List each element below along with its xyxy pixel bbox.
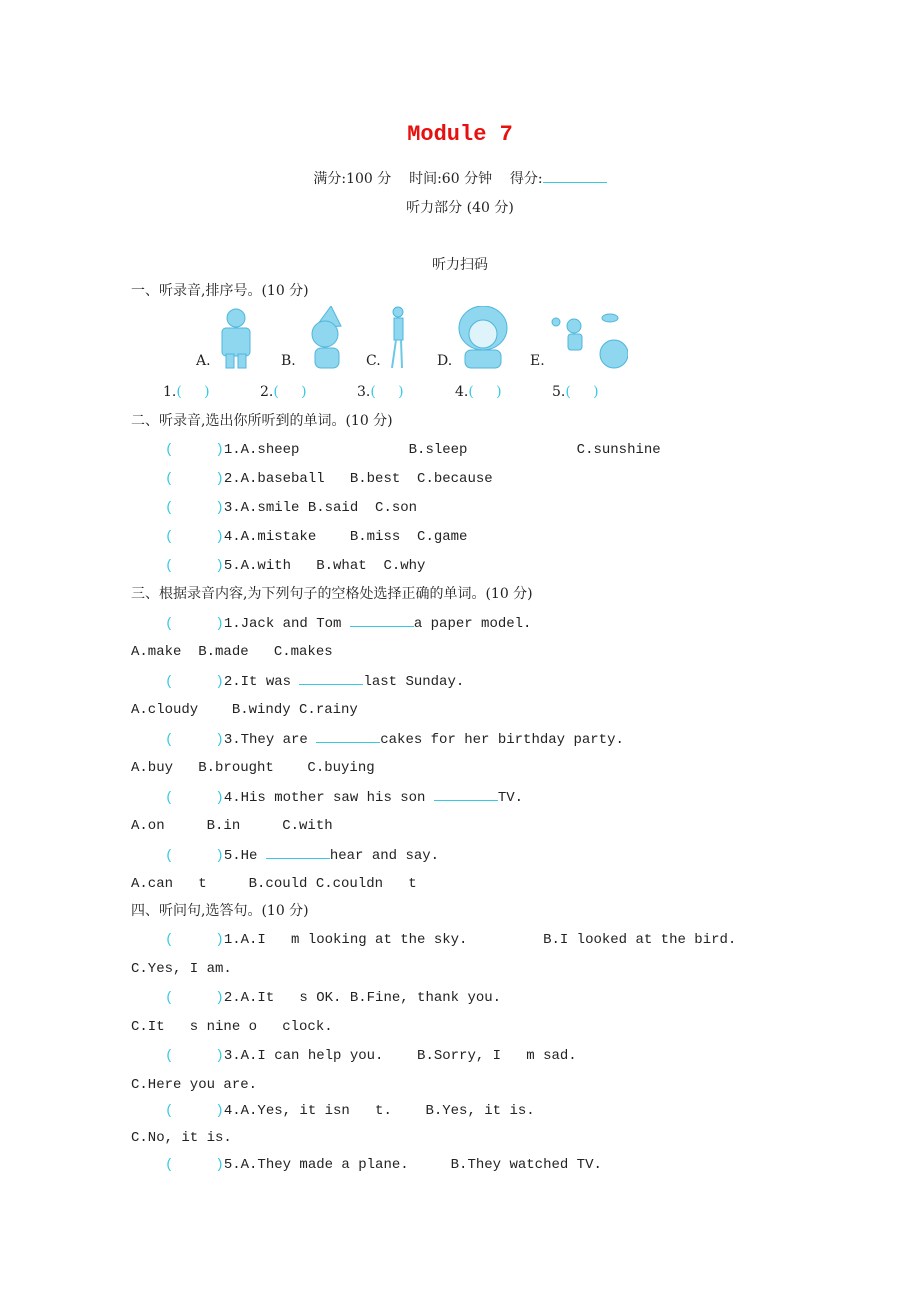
- picture-label: A.: [196, 353, 211, 369]
- picture-label: C.: [366, 353, 381, 369]
- order-answer: [163, 383, 210, 401]
- question-row: [165, 730, 624, 749]
- answer-paren[interactable]: ( ): [468, 384, 502, 400]
- section-3-heading: 三、根据录音内容,为下列句子的空格处选择正确的单词。(10 分): [131, 586, 533, 602]
- answer-blank[interactable]: [350, 614, 414, 627]
- score-blank[interactable]: [543, 170, 607, 183]
- answer-paren[interactable]: ( ): [165, 1103, 224, 1119]
- answer-blank[interactable]: [316, 730, 380, 743]
- answer-paren[interactable]: ( ): [165, 1048, 224, 1064]
- answer-paren[interactable]: ( ): [165, 558, 224, 574]
- question-text-end: hear and say.: [329, 848, 440, 864]
- time-limit: 时间:60 分钟: [409, 171, 493, 187]
- question-text-end: cakes for her birthday party.: [380, 732, 624, 748]
- answer-paren[interactable]: ( ): [165, 471, 224, 487]
- picture-e: [548, 306, 628, 370]
- option-c: C.Yes, I am.: [131, 961, 232, 977]
- question-row: [165, 989, 501, 1007]
- order-answer: [552, 383, 599, 401]
- question-text: 1.A.sheep B.sleep C.sunshine: [223, 442, 661, 458]
- answer-number: 5.: [552, 384, 566, 400]
- answer-paren[interactable]: ( ): [165, 932, 224, 948]
- answer-paren[interactable]: ( ): [165, 616, 224, 632]
- full-score: 满分:100 分: [313, 171, 392, 187]
- question-text: 3.A.smile B.said C.son: [223, 500, 418, 516]
- question-row: [165, 1047, 577, 1065]
- answer-number: 1.: [163, 384, 177, 400]
- question-row: [165, 1156, 602, 1174]
- question-text: 4.A.Yes, it isn t. B.Yes, it is.: [223, 1103, 535, 1119]
- question-text: 1.A.I m looking at the sky. B.I looked at the bird.: [223, 932, 737, 948]
- answer-paren[interactable]: ( ): [176, 384, 210, 400]
- option-c: C.Here you are.: [131, 1077, 258, 1093]
- question-text-end: a paper model.: [413, 616, 532, 632]
- question-row: [165, 931, 736, 949]
- order-answer: [260, 383, 307, 401]
- scan-label: 听力扫码: [432, 257, 488, 273]
- option-c: C.No, it is.: [131, 1130, 232, 1146]
- question-row: [165, 528, 467, 546]
- question-text: 5.A.with B.what C.why: [223, 558, 426, 574]
- question-row: [165, 557, 425, 575]
- question-row: [165, 846, 439, 865]
- answer-paren[interactable]: ( ): [165, 1157, 224, 1173]
- question-text: 5.He: [223, 848, 266, 864]
- section-1-heading: 一、听录音,排序号。(10 分): [131, 283, 309, 299]
- question-text: 2.A.baseball B.best C.because: [223, 471, 493, 487]
- answer-paren[interactable]: ( ): [165, 442, 224, 458]
- options-row: A.on B.in C.with: [131, 818, 333, 834]
- question-text: 2.It was: [223, 674, 300, 690]
- section-2-heading: 二、听录音,选出你所听到的单词。(10 分): [131, 413, 393, 429]
- question-text: 4.A.mistake B.miss C.game: [223, 529, 468, 545]
- answer-blank[interactable]: [266, 846, 330, 859]
- answer-number: 3.: [357, 384, 371, 400]
- answer-blank[interactable]: [434, 788, 498, 801]
- answer-paren[interactable]: ( ): [165, 990, 224, 1006]
- answer-paren[interactable]: ( ): [370, 384, 404, 400]
- question-text: 5.A.They made a plane. B.They watched TV.: [223, 1157, 602, 1173]
- answer-paren[interactable]: ( ): [273, 384, 307, 400]
- picture-c: [384, 306, 414, 370]
- options-row: A.can t B.could C.couldn t: [131, 876, 417, 892]
- answer-paren[interactable]: ( ): [165, 500, 224, 516]
- question-row: [165, 441, 661, 459]
- question-text: 2.A.It s OK. B.Fine, thank you.: [223, 990, 502, 1006]
- option-c: C.It s nine o clock.: [131, 1019, 333, 1035]
- question-row: [165, 788, 523, 807]
- question-text: 3.A.I can help you. B.Sorry, I m sad.: [223, 1048, 577, 1064]
- options-row: A.buy B.brought C.buying: [131, 760, 375, 776]
- question-row: [165, 614, 531, 633]
- question-text: 4.His mother saw his son: [223, 790, 434, 806]
- answer-number: 2.: [260, 384, 274, 400]
- exam-meta: [0, 168, 920, 188]
- answer-blank[interactable]: [299, 672, 363, 685]
- picture-label: E.: [530, 353, 545, 369]
- options-row: A.cloudy B.windy C.rainy: [131, 702, 358, 718]
- answer-number: 4.: [455, 384, 469, 400]
- picture-a: [216, 306, 256, 370]
- answer-paren[interactable]: ( ): [165, 732, 224, 748]
- page-title: Module 7: [407, 122, 513, 147]
- picture-d: [455, 306, 511, 370]
- answer-paren[interactable]: ( ): [165, 674, 224, 690]
- question-row: [165, 672, 464, 691]
- question-row: [165, 470, 493, 488]
- question-row: [165, 499, 417, 517]
- picture-label: B.: [281, 353, 296, 369]
- section-4-heading: 四、听问句,选答句。(10 分): [131, 903, 309, 919]
- answer-paren[interactable]: ( ): [165, 529, 224, 545]
- order-answer: [357, 383, 404, 401]
- score-label: 得分:: [509, 171, 543, 187]
- picture-b: [301, 306, 351, 370]
- answer-paren[interactable]: ( ): [165, 790, 224, 806]
- question-text: 1.Jack and Tom: [223, 616, 350, 632]
- picture-label: D.: [437, 353, 453, 369]
- question-text: 3.They are: [223, 732, 317, 748]
- listening-section-title: 听力部分 (40 分): [406, 200, 514, 216]
- question-text-end: TV.: [497, 790, 524, 806]
- question-row: [165, 1102, 535, 1120]
- order-answer: [455, 383, 502, 401]
- answer-paren[interactable]: ( ): [565, 384, 599, 400]
- answer-paren[interactable]: ( ): [165, 848, 224, 864]
- options-row: A.make B.made C.makes: [131, 644, 333, 660]
- question-text-end: last Sunday.: [363, 674, 465, 690]
